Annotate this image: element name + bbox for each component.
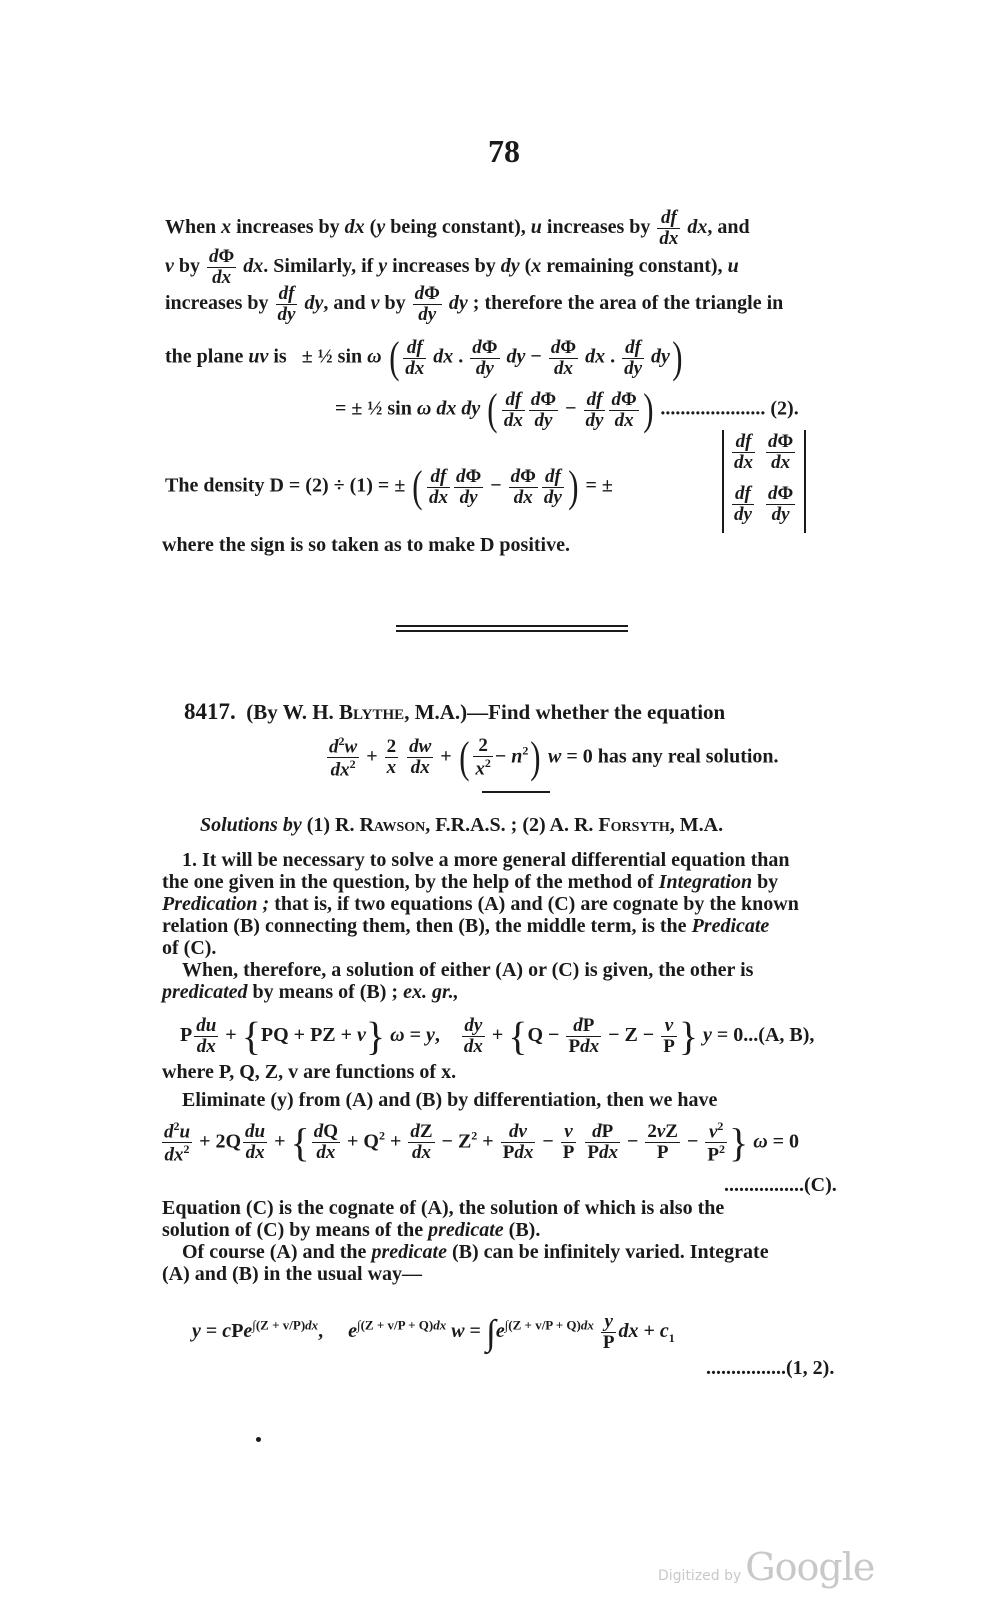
area-equation: the plane uv is ± ½ sin ω ( $\frac{df}{dx}$ dx . $\frac{d\Phi}{dy}$ dy − $\frac{d\Phi}{dx}$ dx . $\frac{df}{dy}$ dy) [165,333,683,382]
body-line-9: Eliminate (y) from (A) and (B) by differentiation, then we have [182,1089,718,1111]
body-line-11: solution of (C) by means of the predicate (B). [162,1219,541,1241]
body-line-3: Predication ; that is, if two equations (A) and (C) are cognate by the known [162,893,799,915]
intro-line-1: When x increases by dx (y being constant), u increases by $\frac{df}{dx}$ dx, and [165,207,750,249]
equation-a-b: P $\frac{du}{dx}$ + {PQ + PZ + v} ω = y, $\frac{dy}{dx}$ + {Q − $\frac{dP}{\text{Pdx}}$ − Z − $\frac{v}{P}$ } y = 0...(A, B), [180,1013,815,1059]
equation-c-tag: ................(C). [724,1174,837,1196]
equation-1-2: y = cPe$^{\int(Z + v/P)dx}$, $e^{\int(Z + v/P + Q)dx}$ $w = \int e^{\int(Z + v/P + Q)dx}$ $\frac{y}{P}$ dx + $c_1$ [192,1311,675,1353]
google-logo: Google [745,1545,875,1589]
body-line-13: (A) and (B) in the usual way— [162,1263,423,1285]
short-rule [482,791,550,793]
body-line-6: When, therefore, a solution of either (A) or (C) is given, the other is [182,959,754,981]
section-divider-bottom [396,630,628,632]
problem-equation: $\frac{d^2w}{dx^2}$ + $\frac{2}{x}$ $\frac{dw}{dx}$ + ( $\frac{2}{x^2}$ − $n^2$) w = 0 has any real solution. [329,732,779,782]
section-divider-top [396,625,628,627]
equation-1-2-tag: ................(1, 2). [706,1357,835,1379]
jacobian-determinant: $\frac{df}{dx}$ $\frac{d\Phi}{dx}$ $\frac{df}{dy}$ $\frac{d\Phi}{dy}$ [722,430,806,533]
page-number: 78 [488,133,520,169]
problem-statement: 8417. (By W. H. Blythe, M.A.)—Find whether the equation [184,699,726,724]
body-line-7: predicated by means of (B) ; ex. gr., [162,981,459,1003]
intro-line-3: increases by $\frac{df}{dy}$ dy, and v by $\frac{d\Phi}{dy}$ dy ; therefore the area of the triangle in [165,283,784,325]
equation-c: $\frac{d^2u}{dx^2}$ + 2Q $\frac{du}{dx}$ + { $\frac{dQ}{dx}$ + $Q^2$ + $\frac{dZ}{dx}$ − $Z^2$ + $\frac{dv}{\text{Pdx}}$ − $\frac{v}{P}$ $\frac{dP}{\text{Pdx}}$ − $\frac{2vZ}{P}$ − $\frac{v^2}{P^2}$ } ω = 0 [164,1119,800,1166]
body-line-1: 1. It will be necessary to solve a more general differential equation than [182,849,790,871]
body-line-8: where P, Q, Z, v are functions of x. [162,1061,457,1083]
intro-line-2: v by $\frac{d\Phi}{dx}$ dx. Similarly, if y increases by dy (x remaining constant), u [165,246,739,288]
digitized-watermark: Digitized by Google [658,1545,875,1589]
solutions-heading: Solutions by (1) R. Rawson, F.R.A.S. ; (2) A. R. Forsyth, M.A. [200,814,724,836]
density-equation: The density D = (2) ÷ (1) = ± ( $\frac{df}{dx}$ $\frac{d\Phi}{dy}$ − $\frac{d\Phi}{dx}$ $\frac{df}{dy}$ ) = ± [165,462,613,511]
body-line-2: the one given in the question, by the help of the method of Integration by [162,871,779,893]
stray-mark [256,1437,261,1442]
sign-note: where the sign is so taken as to make D positive. [162,534,570,556]
body-line-10: Equation (C) is the cognate of (A), the solution of which is also the [162,1197,725,1219]
body-line-4: relation (B) connecting them, then (B), the middle term, is the Predicate [162,915,770,937]
body-line-5: of (C). [162,937,217,959]
body-line-12: Of course (A) and the predicate (B) can be infinitely varied. Integrate [182,1241,769,1263]
equation-2: = ± ½ sin ω dx dy ( $\frac{df}{dx}$ $\frac{d\Phi}{dy}$ − $\frac{df}{dy}$ $\frac{d\Phi}{dx}$ ) ..................... (2). [335,385,799,434]
